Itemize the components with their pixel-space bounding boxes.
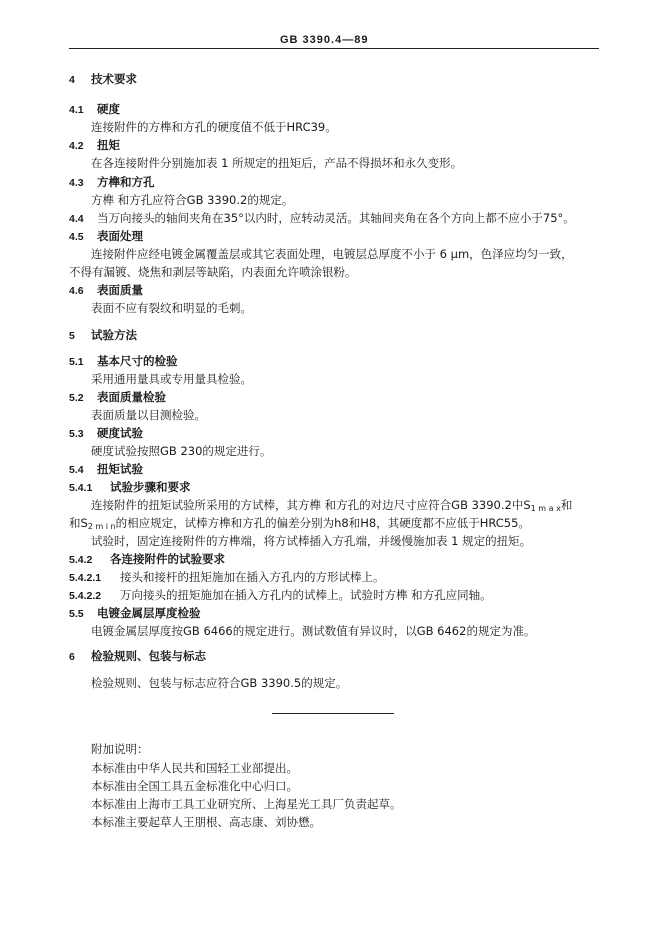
clause-5-2-title: 表面质量检验 <box>97 390 166 404</box>
clause-4-3-number: 4.3 <box>69 177 84 189</box>
clause-5-5-text: 电镀金属层厚度按GB 6466的规定进行。测试数值有异议时，以GB 6462的规定为准。 <box>91 624 536 638</box>
clause-4-2-title: 扭矩 <box>97 138 120 152</box>
clause-5-1-title: 基本尺寸的检验 <box>97 354 178 368</box>
clause-5-4-1-para1-a: 连接附件的扭矩试验所采用的方试棒，其方榫 和方孔的对边尺寸应符合GB 3390.2中S <box>91 498 531 512</box>
clause-5-3-number: 5.3 <box>69 428 84 440</box>
appendix-line: 本标准由上海市工具工业研究所、上海星光工具厂负责起草。 <box>91 797 402 811</box>
clause-4-5-title: 表面处理 <box>97 229 143 243</box>
section-6-text: 检验规则、包装与标志应符合GB 3390.5的规定。 <box>91 676 348 690</box>
clause-5-4-2-number: 5.4.2 <box>69 554 93 566</box>
clause-5-4-1-para2-subscript: 2 m i n <box>87 522 116 531</box>
clause-5-1-number: 5.1 <box>69 356 84 368</box>
clause-5-4-2-1-number: 5.4.2.1 <box>69 572 102 584</box>
clause-4-6-text: 表面不应有裂纹和明显的毛刺。 <box>91 301 252 315</box>
appendix-line: 本标准由全国工具五金标准化中心归口。 <box>91 779 298 793</box>
section-6-title: 检验规则、包装与标志 <box>91 649 206 663</box>
clause-4-1-number: 4.1 <box>69 104 84 116</box>
clause-4-1-title: 硬度 <box>97 102 120 116</box>
clause-5-4-1-para2-b: 的相应规定，试棒方榫和方孔的偏差分别为h8和H8，其硬度都不应低于HRC55。 <box>115 516 530 530</box>
clause-5-4-1-para2 <box>69 516 530 534</box>
clause-4-4-number: 4.4 <box>69 213 84 225</box>
clause-4-5-text-line1: 连接附件应经电镀金属覆盖层或其它表面处理，电镀层总厚度不小于 6 μm，色泽应均匀一致， <box>91 247 573 261</box>
clause-5-4-1-para1 <box>91 498 572 516</box>
clause-4-5-text-line2: 不得有漏镀、烧焦和剥层等缺陷，内表面允许喷涂银粉。 <box>69 265 357 279</box>
clause-5-2-number: 5.2 <box>69 392 84 404</box>
clause-4-5-number: 4.5 <box>69 231 84 243</box>
clause-4-6-title: 表面质量 <box>97 283 143 297</box>
clause-4-2-number: 4.2 <box>69 140 84 152</box>
clause-4-2-text: 在各连接附件分别施加表 1 所规定的扭矩后，产品不得损坏和永久变形。 <box>91 156 463 170</box>
clause-5-4-1-para1-b: 和 <box>560 498 573 512</box>
clause-4-3-title: 方榫和方孔 <box>97 175 155 189</box>
clause-5-1-text: 采用通用量具或专用量具检验。 <box>91 372 252 386</box>
clause-5-4-1-para3: 试验时，固定连接附件的方榫端，将方试棒插入方孔端，并缓慢施加表 1 规定的扭矩。 <box>91 534 532 548</box>
clause-5-4-2-2-number: 5.4.2.2 <box>69 590 102 602</box>
document-header-code: GB 3390.4—89 <box>280 34 369 46</box>
section-4-number: 4 <box>69 74 75 86</box>
clause-5-3-title: 硬度试验 <box>97 426 143 440</box>
end-rule <box>272 713 394 714</box>
clause-4-3-text: 方榫 和方孔应符合GB 3390.2的规定。 <box>91 193 294 207</box>
clause-5-5-number: 5.5 <box>69 608 84 620</box>
clause-4-4-text: 当万向接头的轴间夹角在35°以内时，应转动灵活。其轴间夹角在各个方向上都不应小于75°。 <box>97 211 575 225</box>
appendix-line: 本标准由中华人民共和国轻工业部提出。 <box>91 761 298 775</box>
clause-5-4-2-1-text: 接头和接杆的扭矩施加在插入方孔内的方形试棒上。 <box>120 570 385 584</box>
section-4-title: 技术要求 <box>91 72 137 86</box>
section-5-title: 试验方法 <box>91 328 137 342</box>
clause-5-2-text: 表面质量以目测检验。 <box>91 408 206 422</box>
clause-5-5-title: 电镀金属层厚度检验 <box>97 606 201 620</box>
section-6-number: 6 <box>69 651 75 663</box>
clause-5-3-text: 硬度试验按照GB 230的规定进行。 <box>91 444 272 458</box>
clause-5-4-1-para1-subscript: 1 m a x <box>530 504 561 513</box>
clause-5-4-2-title: 各连接附件的试验要求 <box>110 552 225 566</box>
clause-4-6-number: 4.6 <box>69 285 84 297</box>
clause-5-4-1-para2-a: 和S <box>69 516 88 530</box>
clause-5-4-title: 扭矩试验 <box>97 462 143 476</box>
clause-5-4-number: 5.4 <box>69 464 84 476</box>
appendix-title: 附加说明： <box>91 742 149 756</box>
clause-5-4-1-title: 试验步骤和要求 <box>110 480 191 494</box>
appendix-line: 本标准主要起草人王朋根、高志康、刘协懋。 <box>91 815 321 829</box>
section-5-number: 5 <box>69 330 75 342</box>
clause-5-4-2-2-text: 万向接头的扭矩施加在插入方孔内的试棒上。试验时方榫 和方孔应同轴。 <box>120 588 492 602</box>
header-rule <box>69 48 599 49</box>
clause-5-4-1-number: 5.4.1 <box>69 482 93 494</box>
clause-4-1-text: 连接附件的方榫和方孔的硬度值不低于HRC39。 <box>91 120 337 134</box>
